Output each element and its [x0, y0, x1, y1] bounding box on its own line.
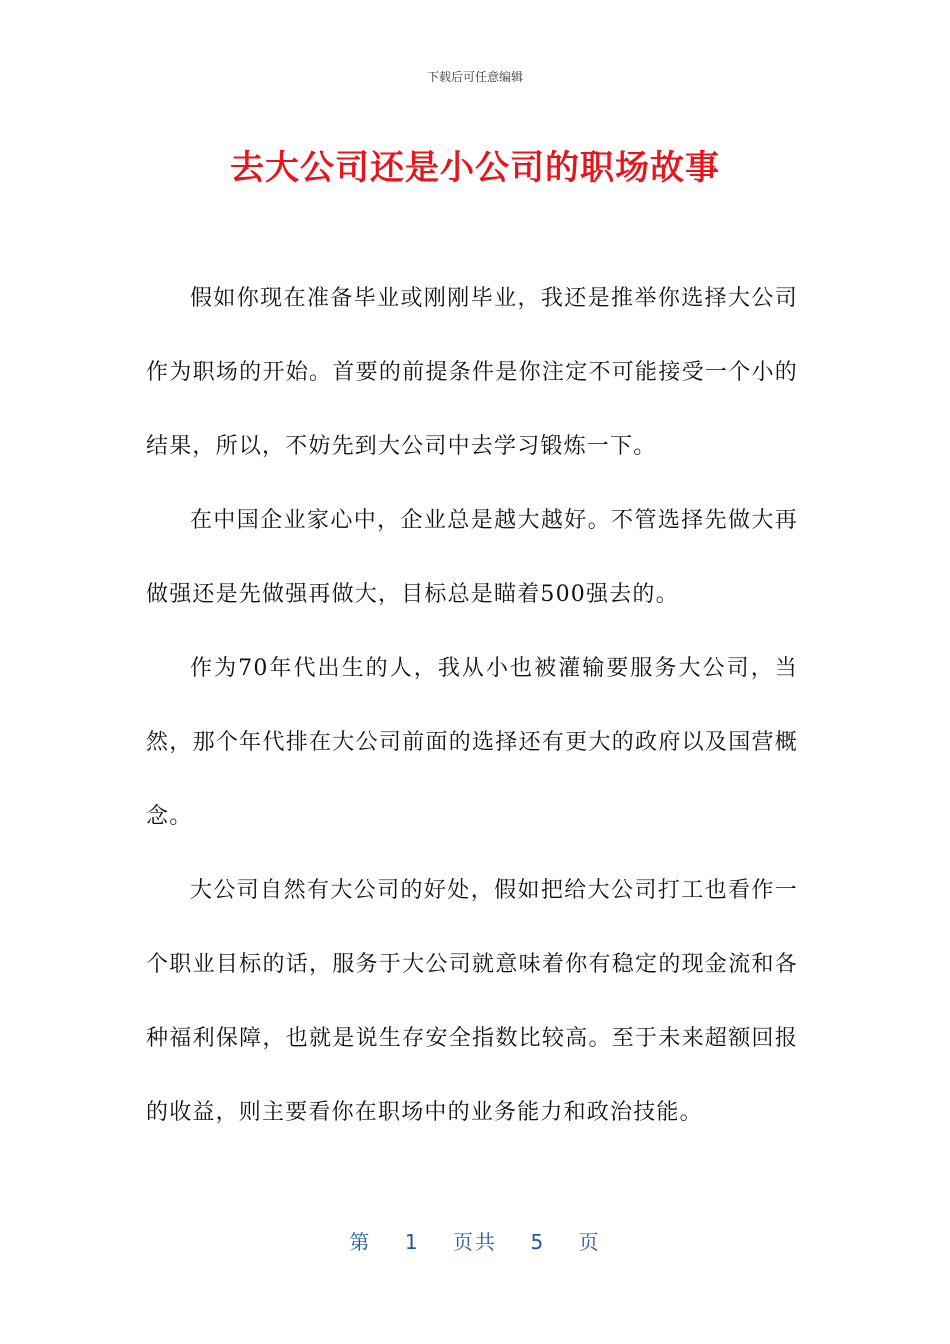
paragraph-1: 假如你现在准备毕业或刚刚毕业，我还是推举你选择大公司作为职场的开始。首要的前提条件是你注定不可能接受一个小的结果，所以，不妨先到大公司中去学习锻炼一下。 — [146, 286, 798, 459]
page-label-prefix: 第 — [349, 1230, 372, 1254]
paragraph-4: 大公司自然有大公司的好处，假如把给大公司打工也看作一个职业目标的话，服务于大公司就意味着你有稳定的现金流和各种福利保障，也就是说生存安全指数比较高。至于未来超额回报的收益，则主要看你在职场中的业务能力和政治技能。 — [146, 878, 798, 1125]
page-label-mid: 页共 — [453, 1230, 497, 1254]
paragraph-2: 在中国企业家心中，企业总是越大越好。不管选择先做大再做强还是先做强再做大，目标总是瞄着500强去的。 — [146, 508, 798, 607]
header-note: 下载后可任意编辑 — [426, 70, 523, 84]
document-body — [146, 262, 798, 1150]
document-title: 去大公司还是小公司的职场故事 — [230, 148, 720, 188]
page-footer — [0, 1226, 950, 1255]
page-label-suffix: 页 — [578, 1230, 601, 1254]
total-pages-number: 5 — [530, 1230, 546, 1254]
paragraph-3: 作为70年代出生的人，我从小也被灌输要服务大公司，当然，那个年代排在大公司前面的选择还有更大的政府以及国营概念。 — [146, 656, 798, 829]
current-page-number: 1 — [404, 1230, 420, 1254]
